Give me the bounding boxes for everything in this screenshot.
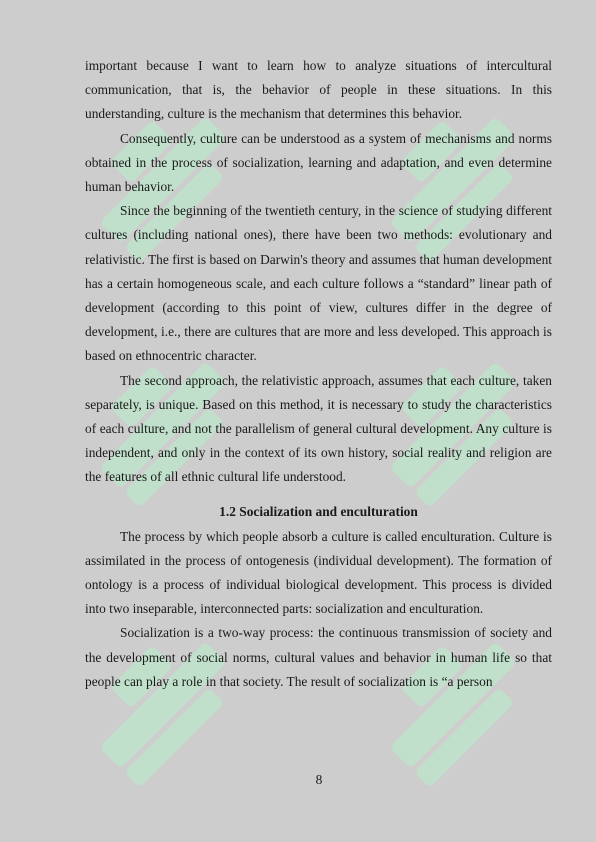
paragraph: Socialization is a two-way process: the continuous transmission of society and the development of social norms, cultural values and behavior in human life so that people can play a role in that society. The result of socialization is “a person: [85, 625, 552, 689]
paragraph: Consequently, culture can be understood as a system of mechanisms and norms obtained in the process of socialization, learning and adaptation, and even determine human behavior.: [85, 130, 552, 195]
section-heading: 1.2 Socialization and enculturation: [219, 503, 418, 519]
paragraph: The second approach, the relativistic approach, assumes that each culture, taken separately, is unique. Based on this method, it is necessary to study the characteristics of each culture, and not the parallelism of general cultural development. Any culture is independent, and only in the context of its own history, social reality and religion are the features of all ethnic cultural life understood.: [85, 372, 552, 485]
body-text: [85, 54, 552, 694]
paragraph: important because I want to learn how to analyze situations of intercultural communication, that is, the behavior of people in these situations. In this understanding, culture is the mechanism that determines this behavior.: [85, 58, 552, 122]
paragraph: Since the beginning of the twentieth century, in the science of studying different cultures (including national ones), there have been two methods: evolutionary and relativistic. The first is based on Darwin's theory and assumes that human development has a certain homogeneous scale, and each culture follows a “standard” linear path of development (according to this point of view, cultures differ in the degree of development, i.e., there are cultures that are more and less developed. This approach is based on ethnocentric character.: [85, 203, 552, 364]
page-number: 8: [315, 772, 323, 787]
paragraph: The process by which people absorb a culture is called enculturation. Culture is assimilated in the process of ontogenesis (individual development). The formation of ontology is a process of individual biological development. This process is divided into two inseparable, interconnected parts: socialization and enculturation.: [85, 528, 552, 617]
